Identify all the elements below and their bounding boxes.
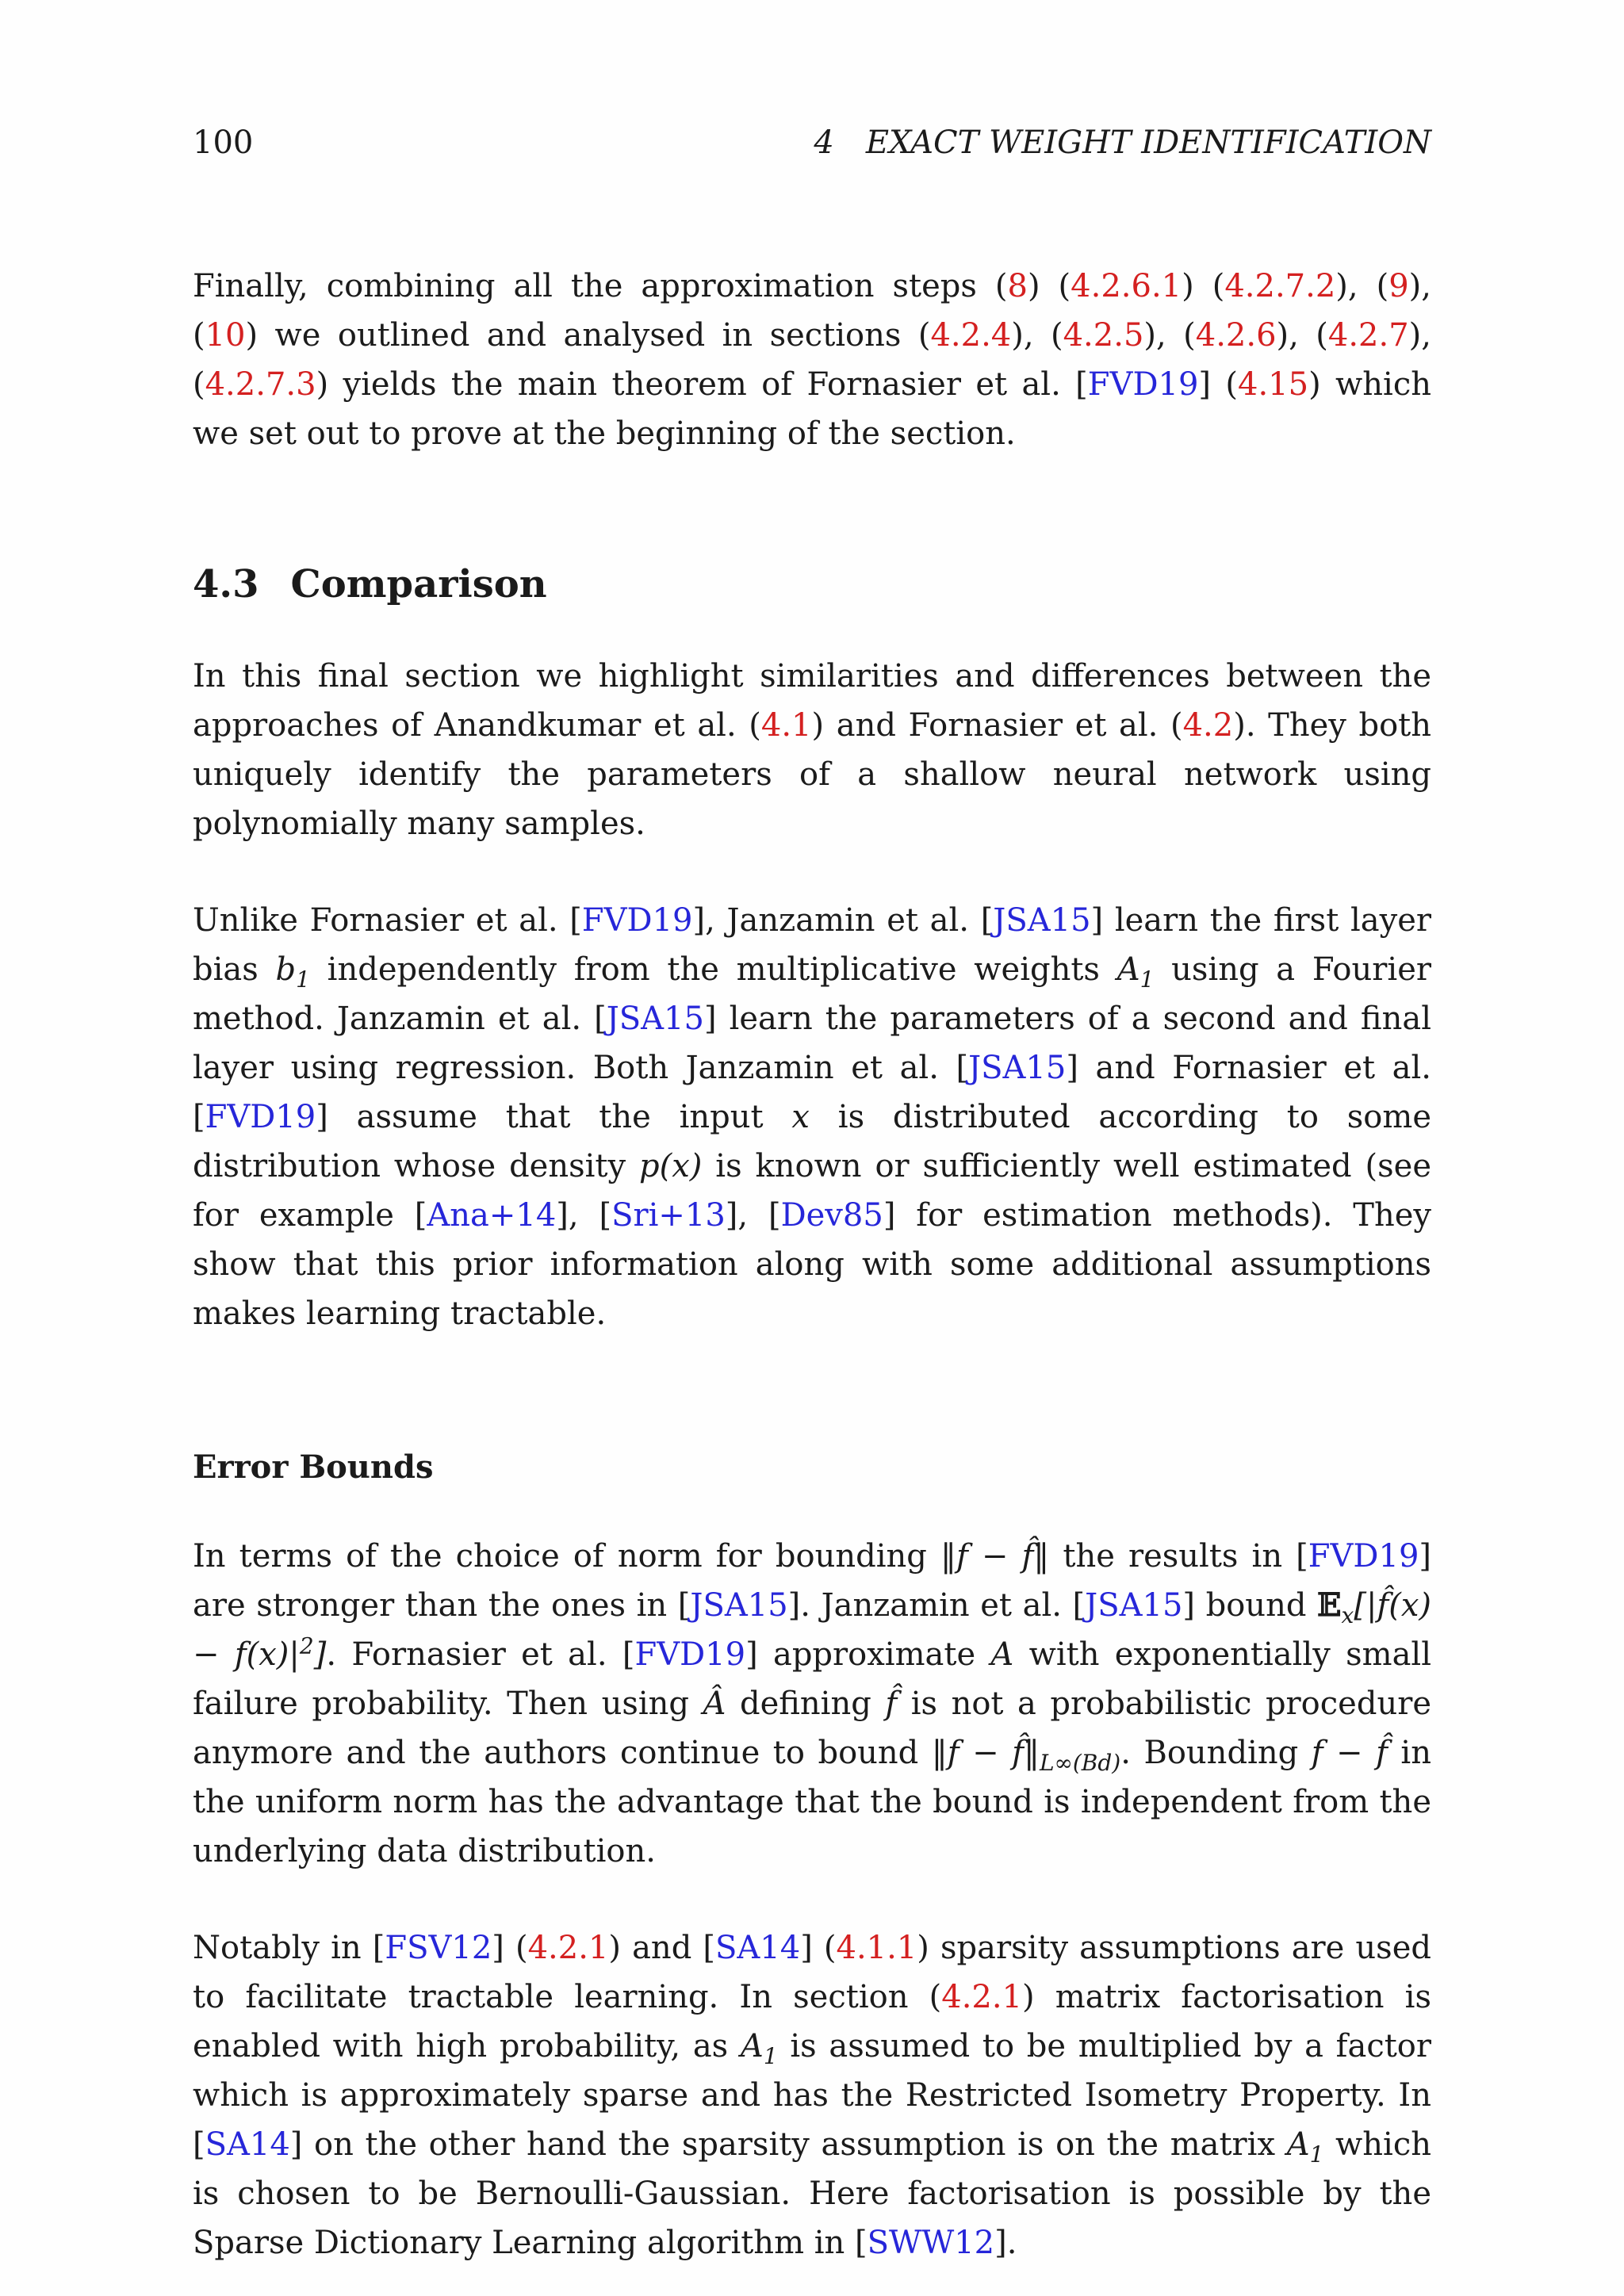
subsection-heading: Error Bounds (193, 1448, 434, 1486)
math-inline: ‖f − $f̂‖_{L\infty(Bd)}$ (931, 1735, 1121, 1776)
page-body (193, 262, 1431, 2267)
citation-link[interactable]: Ana+14 (427, 1197, 557, 1234)
citation-link[interactable]: FVD19 (1308, 1538, 1419, 1575)
ref-link[interactable]: 4.1 (760, 707, 812, 744)
ref-link[interactable]: 4.2.5 (1063, 317, 1144, 354)
ref-link[interactable]: 9 (1388, 268, 1409, 304)
ref-link[interactable]: 4.2 (1182, 707, 1234, 744)
ref-link[interactable]: 4.15 (1238, 366, 1309, 403)
ref-link[interactable]: 4.2.1 (941, 1979, 1023, 2015)
citation-link[interactable]: JSA15 (1085, 1587, 1183, 1624)
citation-link[interactable]: FVD19 (634, 1636, 746, 1673)
citation-link[interactable]: FSV12 (385, 1930, 492, 1966)
math-inline: Â (703, 1686, 726, 1722)
paragraph-error-bounds: In terms of the choice of norm for bounding ‖f − f̂‖ the results in [FVD19] are stronger than the ones in [JSA15]. Janzamin et al. [JSA15] bound 𝔼$_x$[|f̂(x) − $f(x)|^2$]. Fornasier et al. [FVD19] approximate A with exponentially small failure probability. Then using Â defining f̂ is not a probabilistic procedure anymore and the authors continue to bound ‖f − $f̂‖_{L\infty(Bd)}$. Bounding f − f̂ in the uniform norm has the advantage that the bound is independent from the underlying data distribution. (193, 1538, 1431, 1869)
citation-link[interactable]: JSA15 (690, 1587, 788, 1624)
math-inline: $A_1$ (1116, 951, 1155, 993)
ref-link[interactable]: 8 (1007, 268, 1028, 304)
ref-link[interactable]: 4.2.6 (1195, 317, 1277, 354)
paragraph-summary: Finally, combining all the approximation steps (8) (4.2.6.1) (4.2.7.2), (9), (10) we outlined and analysed in sections (4.2.4), (4.2.5), (4.2.6), (4.2.7), (4.2.7.3) yields the main theorem of Fornasier et al. [FVD19] (4.15) which we set out to prove at the beginning of the section. (193, 268, 1432, 452)
ref-link[interactable]: 4.2.7.2 (1224, 268, 1336, 304)
citation-link[interactable]: FVD19 (581, 902, 693, 939)
ref-link[interactable]: 4.2.6.1 (1071, 268, 1182, 304)
ref-link[interactable]: 4.2.1 (527, 1930, 609, 1966)
ref-link[interactable]: 4.2.7 (1327, 317, 1409, 354)
citation-link[interactable]: FVD19 (205, 1099, 316, 1135)
math-inline: $A_1$ (1286, 2126, 1324, 2168)
ref-link[interactable]: 4.2.4 (930, 317, 1012, 354)
ref-link[interactable]: 4.1.1 (836, 1930, 917, 1966)
paragraph-janzamin: Unlike Fornasier et al. [FVD19], Janzamin et al. [JSA15] learn the first layer bias $b_1$ independently from the multiplicative weights $A_1$ using a Fourier method. Janzamin et al. [JSA15] learn the parameters of a second and final layer using regression. Both Janzamin et al. [JSA15] and Fornasier et al. [FVD19] assume that the input x is distributed according to some distribution whose density p(x) is known or sufficiently well estimated (see for example [Ana+14], [Sri+13], [Dev85] for estimation methods). They show that this prior information along with some additional assumptions makes learning tractable. (193, 902, 1432, 1332)
running-section-title: EXACT WEIGHT IDENTIFICATION (865, 124, 1431, 161)
ref-link[interactable]: 10 (205, 317, 246, 354)
paragraph-sparsity: Notably in [FSV12] (4.2.1) and [SA14] (4.1.1) sparsity assumptions are used to facilitate tractable learning. In section (4.2.1) matrix factorisation is enabled with high probability, as $A_1$ is assumed to be multiplied by a factor which is approximately sparse and has the Restricted Isometry Property. In [SA14] on the other hand the sparsity assumption is on the matrix $A_1$ which is chosen to be Bernoulli-Gaussian. Here factorisation is possible by the Sparse Dictionary Learning algorithm in [SWW12]. (193, 1930, 1432, 2261)
math-inline: f̂ (885, 1686, 898, 1722)
citation-link[interactable]: FVD19 (1087, 366, 1199, 403)
citation-link[interactable]: SA14 (205, 2126, 290, 2163)
paragraph-intro: In this final section we highlight similarities and differences between the approaches of Anandkumar et al. (4.1) and Fornasier et al. (4.2). They both uniquely identify the parameters of a shallow neural network using polynomially many samples. (193, 658, 1432, 842)
math-inline: $A_1$ (740, 2028, 778, 2069)
math-inline: ‖f − f̂‖ (940, 1538, 1050, 1575)
math-inline: f − f̂ (1311, 1735, 1388, 1771)
section-number: 4.3 (193, 562, 259, 607)
math-inline: 𝔼$_x$[|f̂(x) − $f(x)|^2$] (193, 1586, 1431, 1673)
running-section-number: 4 (814, 124, 834, 161)
citation-link[interactable]: JSA15 (993, 902, 1091, 939)
page-number: 100 (193, 124, 254, 161)
citation-link[interactable]: Dev85 (780, 1197, 883, 1234)
ref-link[interactable]: 4.2.7.3 (205, 366, 316, 403)
citation-link[interactable]: Sri+13 (611, 1197, 726, 1234)
citation-link[interactable]: SWW12 (867, 2225, 995, 2261)
math-inline: $b_1$ (275, 951, 310, 993)
running-title (814, 121, 1431, 165)
math-inline: A (990, 1636, 1014, 1673)
math-inline: p(x) (639, 1148, 703, 1184)
section-heading (193, 560, 1431, 609)
math-inline: x (791, 1099, 810, 1135)
citation-link[interactable]: SA14 (715, 1930, 801, 1966)
citation-link[interactable]: JSA15 (968, 1050, 1067, 1086)
citation-link[interactable]: JSA15 (606, 1001, 704, 1037)
section-title: Comparison (290, 562, 547, 607)
